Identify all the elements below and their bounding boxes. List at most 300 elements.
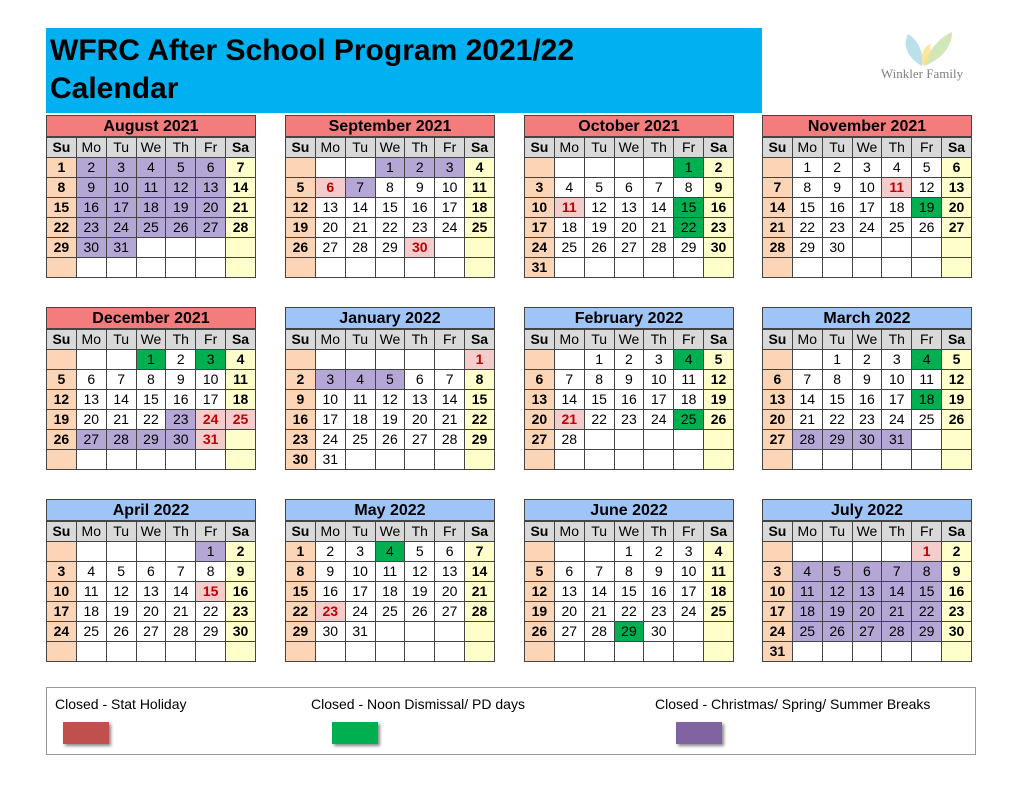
day-cell: 21 xyxy=(763,218,793,238)
empty-day-cell xyxy=(465,622,495,642)
day-cell: 11 xyxy=(465,178,495,198)
empty-day-cell xyxy=(554,642,584,662)
empty-day-cell xyxy=(674,430,704,450)
day-cell: 24 xyxy=(763,622,793,642)
day-cell: 23 xyxy=(405,218,435,238)
empty-day-cell xyxy=(852,642,882,662)
day-cell: 26 xyxy=(584,238,614,258)
day-cell: 10 xyxy=(674,562,704,582)
day-cell: 29 xyxy=(614,622,644,642)
day-cell: 7 xyxy=(644,178,674,198)
empty-day-cell xyxy=(405,622,435,642)
day-cell: 26 xyxy=(942,410,972,430)
day-cell: 21 xyxy=(584,602,614,622)
weekday-label: Mo xyxy=(792,522,822,542)
month-calendar xyxy=(285,307,495,470)
weekday-label: Th xyxy=(166,138,196,158)
day-cell: 16 xyxy=(614,390,644,410)
day-cell: 25 xyxy=(76,622,106,642)
empty-day-cell xyxy=(822,258,852,278)
day-cell: 23 xyxy=(822,218,852,238)
day-cell: 7 xyxy=(554,370,584,390)
empty-day-cell xyxy=(942,450,972,470)
month-title: November 2021 xyxy=(762,115,972,137)
day-cell: 8 xyxy=(47,178,77,198)
empty-day-cell xyxy=(405,642,435,662)
day-cell: 3 xyxy=(435,158,465,178)
day-cell: 9 xyxy=(405,178,435,198)
empty-day-cell xyxy=(76,542,106,562)
day-cell: 30 xyxy=(226,622,256,642)
day-cell: 20 xyxy=(76,410,106,430)
day-cell: 25 xyxy=(792,622,822,642)
day-cell: 14 xyxy=(882,582,912,602)
day-cell: 28 xyxy=(763,238,793,258)
day-cell: 18 xyxy=(226,390,256,410)
empty-day-cell xyxy=(674,642,704,662)
day-cell: 29 xyxy=(792,238,822,258)
weekday-label: Su xyxy=(525,522,555,542)
empty-day-cell xyxy=(912,642,942,662)
empty-day-cell xyxy=(166,238,196,258)
day-cell: 1 xyxy=(375,158,405,178)
day-cell: 1 xyxy=(136,350,166,370)
empty-day-cell xyxy=(226,238,256,258)
day-cell: 10 xyxy=(47,582,77,602)
day-cell: 14 xyxy=(226,178,256,198)
empty-day-cell xyxy=(226,450,256,470)
day-cell: 16 xyxy=(822,198,852,218)
day-cell: 14 xyxy=(166,582,196,602)
empty-day-cell xyxy=(525,642,555,662)
empty-day-cell xyxy=(525,542,555,562)
weekday-label: Tu xyxy=(345,138,375,158)
day-cell: 8 xyxy=(584,370,614,390)
day-cell: 25 xyxy=(554,238,584,258)
day-cell: 22 xyxy=(614,602,644,622)
title-line-1: WFRC After School Program 2021/22 xyxy=(50,34,575,67)
day-cell: 17 xyxy=(525,218,555,238)
day-cell: 8 xyxy=(286,562,316,582)
day-cell: 24 xyxy=(882,410,912,430)
empty-day-cell xyxy=(47,542,77,562)
empty-day-cell xyxy=(942,642,972,662)
day-cell: 17 xyxy=(345,582,375,602)
weekday-label: Mo xyxy=(315,330,345,350)
empty-day-cell xyxy=(136,542,166,562)
weekday-label: Tu xyxy=(106,138,136,158)
weekday-label: We xyxy=(375,138,405,158)
empty-day-cell xyxy=(614,642,644,662)
weekday-label: Fr xyxy=(196,330,226,350)
day-cell: 16 xyxy=(226,582,256,602)
day-cell: 12 xyxy=(584,198,614,218)
weekday-label: Fr xyxy=(196,138,226,158)
day-cell: 20 xyxy=(315,218,345,238)
day-cell: 12 xyxy=(286,198,316,218)
empty-day-cell xyxy=(166,642,196,662)
day-cell: 20 xyxy=(525,410,555,430)
day-cell: 29 xyxy=(136,430,166,450)
empty-day-cell xyxy=(644,430,674,450)
empty-day-cell xyxy=(674,258,704,278)
day-cell: 17 xyxy=(315,410,345,430)
empty-day-cell xyxy=(76,350,106,370)
weekday-label: Tu xyxy=(345,330,375,350)
day-cell: 13 xyxy=(405,390,435,410)
legend-pd-days-label: Closed - Noon Dismissal/ PD days xyxy=(311,696,525,712)
day-cell: 6 xyxy=(763,370,793,390)
day-cell: 20 xyxy=(852,602,882,622)
empty-day-cell xyxy=(584,158,614,178)
day-cell: 2 xyxy=(942,542,972,562)
day-cell: 18 xyxy=(912,390,942,410)
day-cell: 22 xyxy=(375,218,405,238)
day-cell: 11 xyxy=(882,178,912,198)
day-cell: 9 xyxy=(644,562,674,582)
weekday-label: Sa xyxy=(226,138,256,158)
weekday-label: Sa xyxy=(942,138,972,158)
day-cell: 26 xyxy=(822,622,852,642)
empty-day-cell xyxy=(47,258,77,278)
empty-day-cell xyxy=(435,622,465,642)
empty-day-cell xyxy=(792,258,822,278)
day-cell: 7 xyxy=(792,370,822,390)
day-cell: 7 xyxy=(106,370,136,390)
day-cell: 6 xyxy=(852,562,882,582)
day-cell: 29 xyxy=(465,430,495,450)
legend-pd-days-swatch xyxy=(332,722,378,744)
weekday-label: Su xyxy=(763,138,793,158)
day-cell: 2 xyxy=(704,158,734,178)
day-cell: 26 xyxy=(375,430,405,450)
day-cell: 27 xyxy=(554,622,584,642)
weekday-label: We xyxy=(136,138,166,158)
month-calendar xyxy=(285,499,495,662)
day-cell: 13 xyxy=(136,582,166,602)
day-cell: 14 xyxy=(644,198,674,218)
day-cell: 4 xyxy=(226,350,256,370)
logo-text: Winkler Family xyxy=(880,66,964,81)
day-cell: 11 xyxy=(912,370,942,390)
day-cell: 30 xyxy=(942,622,972,642)
empty-day-cell xyxy=(704,258,734,278)
empty-day-cell xyxy=(525,450,555,470)
day-cell: 17 xyxy=(852,198,882,218)
day-cell: 19 xyxy=(822,602,852,622)
empty-day-cell xyxy=(345,642,375,662)
weekday-label: We xyxy=(375,330,405,350)
month-calendar xyxy=(762,307,972,470)
day-cell: 29 xyxy=(286,622,316,642)
empty-day-cell xyxy=(375,622,405,642)
empty-day-cell xyxy=(912,450,942,470)
empty-day-cell xyxy=(554,450,584,470)
day-cell: 21 xyxy=(644,218,674,238)
day-cell: 15 xyxy=(584,390,614,410)
day-cell: 27 xyxy=(136,622,166,642)
day-cell: 22 xyxy=(822,410,852,430)
weekday-label: Fr xyxy=(196,522,226,542)
day-cell: 4 xyxy=(912,350,942,370)
empty-day-cell xyxy=(584,542,614,562)
day-cell: 28 xyxy=(792,430,822,450)
month-title: June 2022 xyxy=(524,499,734,521)
day-cell: 14 xyxy=(465,562,495,582)
day-cell: 2 xyxy=(76,158,106,178)
day-cell: 4 xyxy=(76,562,106,582)
day-cell: 2 xyxy=(405,158,435,178)
day-cell: 10 xyxy=(435,178,465,198)
day-cell: 2 xyxy=(822,158,852,178)
weekday-label: Sa xyxy=(465,138,495,158)
day-cell: 6 xyxy=(196,158,226,178)
empty-day-cell xyxy=(196,238,226,258)
day-cell: 14 xyxy=(345,198,375,218)
day-cell: 1 xyxy=(196,542,226,562)
empty-day-cell xyxy=(226,642,256,662)
weekday-label: Su xyxy=(525,330,555,350)
empty-day-cell xyxy=(584,430,614,450)
empty-day-cell xyxy=(196,258,226,278)
weekday-label: Fr xyxy=(674,522,704,542)
empty-day-cell xyxy=(882,642,912,662)
day-cell: 15 xyxy=(822,390,852,410)
weekday-label: Fr xyxy=(435,522,465,542)
day-cell: 16 xyxy=(76,198,106,218)
day-cell: 13 xyxy=(942,178,972,198)
day-cell: 25 xyxy=(912,410,942,430)
empty-day-cell xyxy=(704,450,734,470)
empty-day-cell xyxy=(704,622,734,642)
month-title: February 2022 xyxy=(524,307,734,329)
empty-day-cell xyxy=(465,238,495,258)
empty-day-cell xyxy=(792,450,822,470)
empty-day-cell xyxy=(375,350,405,370)
day-cell: 18 xyxy=(375,582,405,602)
day-cell: 4 xyxy=(674,350,704,370)
empty-day-cell xyxy=(405,450,435,470)
day-cell: 8 xyxy=(792,178,822,198)
day-cell: 17 xyxy=(196,390,226,410)
day-cell: 23 xyxy=(852,410,882,430)
day-cell: 28 xyxy=(584,622,614,642)
day-cell: 19 xyxy=(405,582,435,602)
day-cell: 22 xyxy=(584,410,614,430)
day-cell: 10 xyxy=(882,370,912,390)
empty-day-cell xyxy=(942,258,972,278)
empty-day-cell xyxy=(763,350,793,370)
day-cell: 3 xyxy=(644,350,674,370)
day-cell: 31 xyxy=(763,642,793,662)
day-cell: 19 xyxy=(375,410,405,430)
day-cell: 26 xyxy=(166,218,196,238)
day-cell: 4 xyxy=(882,158,912,178)
day-cell: 20 xyxy=(136,602,166,622)
weekday-label: Mo xyxy=(315,138,345,158)
weekday-label: Th xyxy=(166,522,196,542)
day-cell: 16 xyxy=(644,582,674,602)
weekday-label: Sa xyxy=(465,522,495,542)
day-cell: 1 xyxy=(465,350,495,370)
empty-day-cell xyxy=(792,350,822,370)
day-cell: 3 xyxy=(315,370,345,390)
empty-day-cell xyxy=(47,350,77,370)
weekday-label: Su xyxy=(763,330,793,350)
day-cell: 6 xyxy=(136,562,166,582)
empty-day-cell xyxy=(315,158,345,178)
day-cell: 6 xyxy=(942,158,972,178)
day-cell: 4 xyxy=(704,542,734,562)
month-title: December 2021 xyxy=(46,307,256,329)
empty-day-cell xyxy=(345,450,375,470)
day-cell: 7 xyxy=(763,178,793,198)
weekday-label: Tu xyxy=(822,138,852,158)
month-title: April 2022 xyxy=(46,499,256,521)
day-cell: 25 xyxy=(882,218,912,238)
weekday-label: Th xyxy=(405,330,435,350)
day-cell: 16 xyxy=(405,198,435,218)
leaf-logo-icon xyxy=(868,28,976,68)
day-cell: 26 xyxy=(912,218,942,238)
day-cell: 15 xyxy=(375,198,405,218)
day-cell: 27 xyxy=(315,238,345,258)
day-cell: 18 xyxy=(76,602,106,622)
day-cell: 3 xyxy=(106,158,136,178)
day-cell: 23 xyxy=(226,602,256,622)
day-cell: 1 xyxy=(912,542,942,562)
day-cell: 8 xyxy=(196,562,226,582)
empty-day-cell xyxy=(106,642,136,662)
day-cell: 5 xyxy=(405,542,435,562)
day-cell: 20 xyxy=(405,410,435,430)
day-cell: 27 xyxy=(405,430,435,450)
day-cell: 30 xyxy=(704,238,734,258)
day-cell: 26 xyxy=(525,622,555,642)
day-cell: 16 xyxy=(286,410,316,430)
day-cell: 4 xyxy=(136,158,166,178)
day-cell: 26 xyxy=(286,238,316,258)
day-cell: 11 xyxy=(704,562,734,582)
day-cell: 18 xyxy=(465,198,495,218)
empty-day-cell xyxy=(644,642,674,662)
day-cell: 2 xyxy=(166,350,196,370)
weekday-label: Fr xyxy=(912,330,942,350)
empty-day-cell xyxy=(375,450,405,470)
weekday-label: Sa xyxy=(704,330,734,350)
empty-day-cell xyxy=(465,450,495,470)
day-cell: 13 xyxy=(554,582,584,602)
day-cell: 8 xyxy=(912,562,942,582)
day-cell: 5 xyxy=(375,370,405,390)
empty-day-cell xyxy=(882,238,912,258)
day-cell: 1 xyxy=(674,158,704,178)
day-cell: 12 xyxy=(47,390,77,410)
weekday-label: We xyxy=(852,522,882,542)
day-cell: 2 xyxy=(852,350,882,370)
empty-day-cell xyxy=(554,258,584,278)
weekday-label: Su xyxy=(47,522,77,542)
day-cell: 6 xyxy=(525,370,555,390)
weekday-label: Th xyxy=(405,138,435,158)
weekday-label: Su xyxy=(525,138,555,158)
day-cell: 14 xyxy=(554,390,584,410)
day-cell: 31 xyxy=(196,430,226,450)
empty-day-cell xyxy=(136,450,166,470)
weekday-label: Tu xyxy=(345,522,375,542)
weekday-label: Su xyxy=(47,330,77,350)
day-cell: 8 xyxy=(674,178,704,198)
day-cell: 4 xyxy=(465,158,495,178)
empty-day-cell xyxy=(465,258,495,278)
day-cell: 12 xyxy=(106,582,136,602)
day-cell: 28 xyxy=(465,602,495,622)
day-cell: 28 xyxy=(644,238,674,258)
day-cell: 30 xyxy=(76,238,106,258)
weekday-label: Mo xyxy=(554,330,584,350)
weekday-label: Tu xyxy=(106,522,136,542)
day-cell: 10 xyxy=(106,178,136,198)
weekday-label: Th xyxy=(644,138,674,158)
day-cell: 14 xyxy=(792,390,822,410)
day-cell: 23 xyxy=(942,602,972,622)
day-cell: 25 xyxy=(465,218,495,238)
weekday-label: Fr xyxy=(674,138,704,158)
day-cell: 4 xyxy=(554,178,584,198)
day-cell: 7 xyxy=(345,178,375,198)
day-cell: 19 xyxy=(942,390,972,410)
day-cell: 11 xyxy=(136,178,166,198)
empty-day-cell xyxy=(554,350,584,370)
empty-day-cell xyxy=(792,542,822,562)
day-cell: 18 xyxy=(554,218,584,238)
day-cell: 15 xyxy=(614,582,644,602)
day-cell: 23 xyxy=(644,602,674,622)
empty-day-cell xyxy=(822,642,852,662)
empty-day-cell xyxy=(704,642,734,662)
day-cell: 20 xyxy=(763,410,793,430)
day-cell: 6 xyxy=(405,370,435,390)
day-cell: 8 xyxy=(375,178,405,198)
empty-day-cell xyxy=(286,258,316,278)
month-title: September 2021 xyxy=(285,115,495,137)
day-cell: 30 xyxy=(166,430,196,450)
empty-day-cell xyxy=(882,258,912,278)
empty-day-cell xyxy=(47,450,77,470)
month-title: August 2021 xyxy=(46,115,256,137)
day-cell: 18 xyxy=(136,198,166,218)
weekday-label: Tu xyxy=(822,522,852,542)
empty-day-cell xyxy=(822,450,852,470)
weekday-label: Th xyxy=(405,522,435,542)
day-cell: 7 xyxy=(465,542,495,562)
day-cell: 3 xyxy=(47,562,77,582)
day-cell: 5 xyxy=(584,178,614,198)
day-cell: 4 xyxy=(375,542,405,562)
weekday-label: Sa xyxy=(465,330,495,350)
empty-day-cell xyxy=(554,542,584,562)
day-cell: 11 xyxy=(345,390,375,410)
weekday-label: Th xyxy=(166,330,196,350)
weekday-label: Sa xyxy=(226,330,256,350)
day-cell: 1 xyxy=(792,158,822,178)
day-cell: 13 xyxy=(315,198,345,218)
day-cell: 13 xyxy=(614,198,644,218)
month-calendar xyxy=(762,115,972,278)
month-calendar xyxy=(524,499,734,662)
day-cell: 10 xyxy=(315,390,345,410)
day-cell: 19 xyxy=(166,198,196,218)
